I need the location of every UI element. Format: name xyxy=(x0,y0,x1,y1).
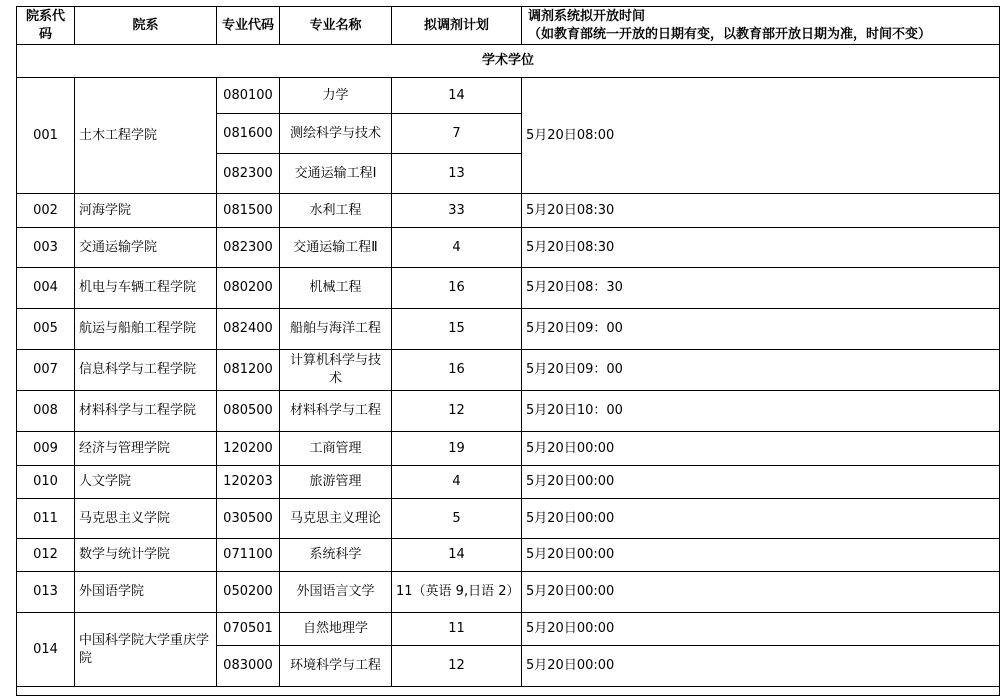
table-row xyxy=(17,268,1000,309)
major-name-cell: 船舶与海洋工程 xyxy=(280,309,392,350)
open-time-cell: 5月20日00:00 xyxy=(522,572,1000,613)
dept-code-cell: 011 xyxy=(17,499,75,539)
table-row xyxy=(17,466,1000,499)
dept-code-cell: 005 xyxy=(17,309,75,350)
major-name-cell: 计算机科学与技术 xyxy=(280,350,392,391)
open-time-cell: 5月20日00:00 xyxy=(522,466,1000,499)
open-time-cell: 5月20日09：00 xyxy=(522,350,1000,391)
dept-code-cell: 008 xyxy=(17,391,75,432)
major-name-cell: 外国语言文学 xyxy=(280,572,392,613)
dept-code-cell: 004 xyxy=(17,268,75,309)
dept-name-cell: 机电与车辆工程学院 xyxy=(75,268,217,309)
plan-cell: 5 xyxy=(392,499,522,539)
major-code-cell: 083000 xyxy=(217,646,280,687)
dept-name-cell: 交通运输学院 xyxy=(75,228,217,268)
table-row xyxy=(17,572,1000,613)
dept-code-cell: 014 xyxy=(17,613,75,687)
major-name-cell: 水利工程 xyxy=(280,194,392,228)
major-name-cell: 工商管理 xyxy=(280,432,392,466)
dept-name-cell: 河海学院 xyxy=(75,194,217,228)
table-row-partial xyxy=(17,687,1000,696)
header-dept-code: 院系代码 xyxy=(17,7,75,45)
open-time-cell: 5月20日08:00 xyxy=(522,78,1000,194)
header-open-time-title: 调剂系统拟开放时间 xyxy=(528,8,646,24)
open-time-cell: 5月20日00:00 xyxy=(522,432,1000,466)
major-code-cell: 030500 xyxy=(217,499,280,539)
table-row xyxy=(17,194,1000,228)
plan-cell: 12 xyxy=(392,391,522,432)
major-name-cell: 力学 xyxy=(280,78,392,114)
major-code-cell: 050200 xyxy=(217,572,280,613)
dept-name-cell: 人文学院 xyxy=(75,466,217,499)
major-code-cell: 082300 xyxy=(217,228,280,268)
major-name-cell: 系统科学 xyxy=(280,539,392,572)
dept-name-cell: 信息科学与工程学院 xyxy=(75,350,217,391)
dept-code-cell: 002 xyxy=(17,194,75,228)
major-code-cell: 080100 xyxy=(217,78,280,114)
major-code-cell: 080500 xyxy=(217,391,280,432)
table-row xyxy=(17,350,1000,391)
header-open-time-note: （如教育部统一开放的日期有变，以教育部开放日期为准，时间不变） xyxy=(528,26,932,42)
open-time-cell: 5月20日10：00 xyxy=(522,391,1000,432)
table-row xyxy=(17,613,1000,646)
header-plan: 拟调剂计划 xyxy=(392,7,522,45)
dept-code-cell: 012 xyxy=(17,539,75,572)
major-name-cell: 自然地理学 xyxy=(280,613,392,646)
plan-cell: 16 xyxy=(392,350,522,391)
dept-name-cell: 材料科学与工程学院 xyxy=(75,391,217,432)
table-row xyxy=(17,539,1000,572)
dept-code-cell: 010 xyxy=(17,466,75,499)
open-time-cell: 5月20日00:00 xyxy=(522,499,1000,539)
table-row xyxy=(17,499,1000,539)
plan-cell: 11 xyxy=(392,613,522,646)
major-name-cell: 交通运输工程Ⅱ xyxy=(280,228,392,268)
header-open-time xyxy=(522,7,1000,45)
plan-cell: 16 xyxy=(392,268,522,309)
plan-cell: 11（英语 9,日语 2） xyxy=(392,572,522,613)
major-code-cell: 080200 xyxy=(217,268,280,309)
major-name-cell: 机械工程 xyxy=(280,268,392,309)
plan-cell: 7 xyxy=(392,114,522,154)
section-title: 学术学位 xyxy=(17,45,1000,78)
major-code-cell: 070501 xyxy=(217,613,280,646)
open-time-cell: 5月20日08：30 xyxy=(522,268,1000,309)
plan-cell: 4 xyxy=(392,466,522,499)
major-name-cell: 材料科学与工程 xyxy=(280,391,392,432)
major-code-cell: 071100 xyxy=(217,539,280,572)
major-code-cell: 081200 xyxy=(217,350,280,391)
dept-name-cell: 中国科学院大学重庆学院 xyxy=(75,613,217,687)
major-code-cell: 120200 xyxy=(217,432,280,466)
plan-cell: 19 xyxy=(392,432,522,466)
plan-cell: 14 xyxy=(392,78,522,114)
open-time-cell: 5月20日00:00 xyxy=(522,539,1000,572)
major-name-cell: 交通运输工程Ⅰ xyxy=(280,154,392,194)
dept-code-cell: 007 xyxy=(17,350,75,391)
plan-cell: 14 xyxy=(392,539,522,572)
dept-name-cell: 经济与管理学院 xyxy=(75,432,217,466)
plan-cell: 4 xyxy=(392,228,522,268)
dept-code-cell: 001 xyxy=(17,78,75,194)
dept-name-cell: 马克思主义学院 xyxy=(75,499,217,539)
header-major-code: 专业代码 xyxy=(217,7,280,45)
major-code-cell: 081500 xyxy=(217,194,280,228)
open-time-cell: 5月20日08:30 xyxy=(522,228,1000,268)
table-header-row xyxy=(17,7,1000,45)
partial-row-cell xyxy=(17,687,1000,696)
section-row xyxy=(17,45,1000,78)
major-code-cell: 120203 xyxy=(217,466,280,499)
major-name-cell: 旅游管理 xyxy=(280,466,392,499)
major-name-cell: 马克思主义理论 xyxy=(280,499,392,539)
dept-name-cell: 数学与统计学院 xyxy=(75,539,217,572)
major-code-cell: 082300 xyxy=(217,154,280,194)
open-time-cell: 5月20日09：00 xyxy=(522,309,1000,350)
dept-code-cell: 003 xyxy=(17,228,75,268)
major-code-cell: 081600 xyxy=(217,114,280,154)
major-name-cell: 环境科学与工程 xyxy=(280,646,392,687)
table-row xyxy=(17,391,1000,432)
major-name-cell: 测绘科学与技术 xyxy=(280,114,392,154)
open-time-cell: 5月20日08:30 xyxy=(522,194,1000,228)
table-row xyxy=(17,228,1000,268)
open-time-cell: 5月20日00:00 xyxy=(522,646,1000,687)
plan-cell: 12 xyxy=(392,646,522,687)
open-time-cell: 5月20日00:00 xyxy=(522,613,1000,646)
table-row xyxy=(17,432,1000,466)
dept-code-cell: 013 xyxy=(17,572,75,613)
major-code-cell: 082400 xyxy=(217,309,280,350)
dept-code-cell: 009 xyxy=(17,432,75,466)
dept-name-cell: 外国语学院 xyxy=(75,572,217,613)
header-major-name: 专业名称 xyxy=(280,7,392,45)
plan-cell: 15 xyxy=(392,309,522,350)
plan-cell: 13 xyxy=(392,154,522,194)
table-row xyxy=(17,309,1000,350)
table-row xyxy=(17,78,1000,114)
dept-name-cell: 航运与船舶工程学院 xyxy=(75,309,217,350)
header-dept: 院系 xyxy=(75,7,217,45)
plan-cell: 33 xyxy=(392,194,522,228)
adjustment-plan-table xyxy=(16,6,1000,696)
dept-name-cell: 土木工程学院 xyxy=(75,78,217,194)
